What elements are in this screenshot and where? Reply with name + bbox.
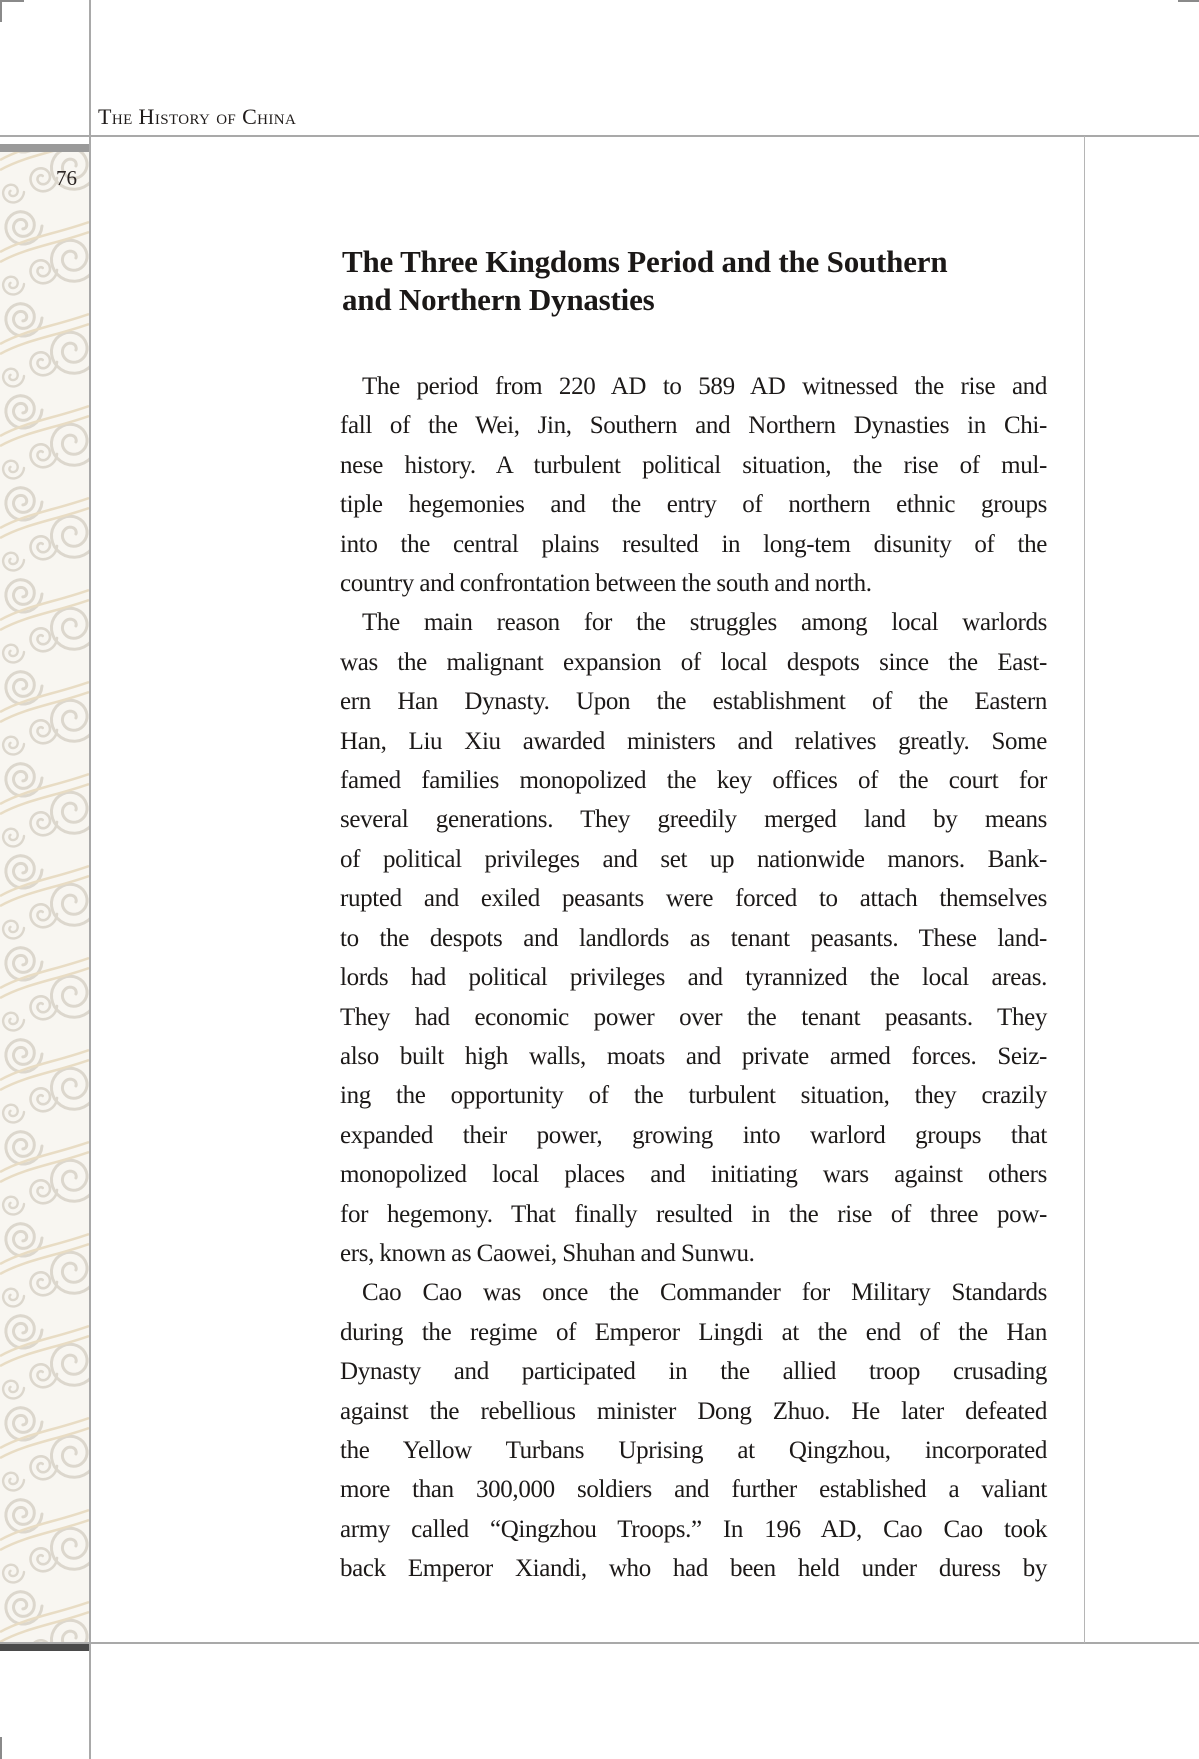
cloud-swirl xyxy=(6,488,42,520)
cloud-swirl xyxy=(6,764,42,796)
cloud-swirl xyxy=(3,645,24,663)
cloud-swirl xyxy=(3,185,24,203)
cloud-swirl xyxy=(3,1473,24,1491)
cloud-swirl xyxy=(3,1013,24,1031)
cloud-swirl xyxy=(52,1620,90,1643)
body-text xyxy=(340,367,1047,1589)
crop-mark-top-left-horizontal xyxy=(0,0,24,2)
cloud-swirl xyxy=(6,948,42,980)
paragraph-line: country and confrontation between the south and north. xyxy=(340,570,872,598)
cloud-swirl xyxy=(52,700,90,741)
cloud-swirl xyxy=(6,304,42,336)
crop-mark-bottom-left xyxy=(0,1737,2,1759)
margin-band-top-bar xyxy=(0,144,89,152)
cloud-swirl xyxy=(3,553,24,571)
cloud-swirl xyxy=(3,461,24,479)
crop-mark-top-left-vertical xyxy=(0,0,2,22)
cloud-swirl xyxy=(3,1105,24,1123)
paragraph-line: lords had political privileges and tyrannized the local areas. xyxy=(340,964,1047,992)
cloud-swirl xyxy=(52,792,90,833)
cloud-swirl xyxy=(52,1160,90,1201)
cloud-swirl xyxy=(6,1500,42,1532)
cloud-swirl xyxy=(3,1197,24,1215)
paragraph-line: Cao Cao was once the Commander for Military Standards xyxy=(362,1279,1047,1307)
paragraph-line: during the regime of Emperor Lingdi at the end of the Han xyxy=(340,1318,1047,1346)
paragraph-line: The main reason for the struggles among local warlords xyxy=(362,609,1047,637)
cloud-swirl xyxy=(52,1436,90,1477)
cloud-swirl xyxy=(6,1592,42,1624)
chapter-title-line: The Three Kingdoms Period and the Southern xyxy=(342,244,948,279)
chapter-title-line: and Northern Dynasties xyxy=(342,282,655,317)
paragraph xyxy=(340,1273,1047,1588)
running-header: The History of China xyxy=(98,104,297,129)
cloud-swirl xyxy=(3,921,24,939)
cloud-swirl xyxy=(52,516,90,557)
paragraph-line: They had economic power over the tenant peasants. They xyxy=(340,1003,1047,1031)
cloud-swirl xyxy=(6,212,42,244)
header-rule xyxy=(0,135,1199,137)
paragraph-line: against the rebellious minister Dong Zhuo. He later defeated xyxy=(340,1397,1047,1425)
paragraph xyxy=(340,603,1047,1273)
cloud-swirl xyxy=(6,396,42,428)
left-gutter-rule xyxy=(89,0,91,1759)
paragraph-line: rupted and exiled peasants were forced to attach themselves xyxy=(340,885,1047,913)
paragraph-line: more than 300,000 soldiers and further established a valiant xyxy=(340,1476,1047,1504)
cloud-swirl xyxy=(6,1408,42,1440)
cloud-swirl xyxy=(3,369,24,387)
paragraph-line: fall of the Wei, Jin, Southern and Northern Dynasties in Chi- xyxy=(340,412,1047,440)
cloud-swirl xyxy=(52,1252,90,1293)
paragraph-line: The period from 220 AD to 589 AD witnessed the rise and xyxy=(362,373,1047,400)
paragraph-line: of political privileges and set up nationwide manors. Bank- xyxy=(340,845,1047,873)
paragraph-line: Dynasty and participated in the allied troop crusading xyxy=(340,1358,1047,1386)
crop-mark-top-right xyxy=(1178,0,1199,2)
cloud-swirl xyxy=(52,1344,90,1385)
paragraph-line: was the malignant expansion of local despots since the East- xyxy=(340,648,1047,676)
cloud-swirl xyxy=(6,1040,42,1072)
page-content xyxy=(340,243,1047,1589)
paragraph-line: back Emperor Xiandi, who had been held under duress by xyxy=(340,1555,1047,1583)
paragraph-line: for hegemony. That finally resulted in the rise of three pow- xyxy=(340,1200,1047,1228)
paragraph-line: expanded their power, growing into warlord groups that xyxy=(340,1121,1047,1149)
cloud-swirl xyxy=(52,884,90,925)
paragraph-line: ing the opportunity of the turbulent situation, they crazily xyxy=(340,1082,1047,1110)
cloud-swirl xyxy=(3,737,24,755)
paragraph-line: nese history. A turbulent political situation, the rise of mul- xyxy=(340,451,1047,479)
cloud-swirl xyxy=(52,608,90,649)
paragraph-line: to the despots and landlords as tenant peasants. These land- xyxy=(340,924,1047,952)
paragraph-line: Han, Liu Xiu awarded ministers and relatives greatly. Some xyxy=(340,727,1047,755)
cloud-swirl xyxy=(6,672,42,704)
cloud-swirl xyxy=(3,1289,24,1307)
cloud-swirl xyxy=(3,829,24,847)
paragraph-line: several generations. They greedily merged land by means xyxy=(340,806,1047,834)
cloud-swirl xyxy=(3,1381,24,1399)
paragraph-line: tiple hegemonies and the entry of northern ethnic groups xyxy=(340,491,1047,519)
paragraph-line: famed families monopolized the key offices of the court for xyxy=(340,767,1047,795)
cloud-swirl xyxy=(52,1068,90,1109)
paragraph-line: the Yellow Turbans Uprising at Qingzhou, incorporated xyxy=(340,1436,1047,1464)
paragraph-line: ers, known as Caowei, Shuhan and Sunwu. xyxy=(340,1239,755,1267)
page-number: 76 xyxy=(56,166,77,190)
chapter-title xyxy=(340,243,1047,319)
cloud-swirl xyxy=(6,580,42,612)
cloud-swirl xyxy=(52,332,90,373)
paragraph-line: ern Han Dynasty. Upon the establishment of the Eastern xyxy=(340,688,1047,716)
cloud-swirl xyxy=(52,1528,90,1569)
decorative-margin-band xyxy=(0,144,89,1643)
cloud-swirl xyxy=(52,424,90,465)
right-margin-rule xyxy=(1084,136,1085,1643)
paragraph-line: also built high walls, moats and private armed forces. Seiz- xyxy=(340,1042,1047,1070)
paragraph-line: army called “Qingzhou Troops.” In 196 AD, Cao Cao took xyxy=(340,1515,1047,1543)
cloud-swirl xyxy=(3,277,24,295)
cloud-swirl xyxy=(52,976,90,1017)
cloud-swirl xyxy=(3,1565,24,1583)
margin-band-bottom-bar xyxy=(0,1643,89,1651)
paragraph xyxy=(340,367,1047,603)
cloud-swirl xyxy=(6,1316,42,1348)
cloud-swirl xyxy=(6,1224,42,1256)
cloud-swirl xyxy=(52,240,90,281)
footer-rule xyxy=(0,1642,1199,1644)
paragraph-line: monopolized local places and initiating wars against others xyxy=(340,1161,1047,1189)
cloud-swirl xyxy=(6,856,42,888)
cloud-swirl-pattern-icon xyxy=(0,144,89,1643)
paragraph-line: into the central plains resulted in long-tem disunity of the xyxy=(340,530,1047,558)
cloud-swirl xyxy=(6,1132,42,1164)
